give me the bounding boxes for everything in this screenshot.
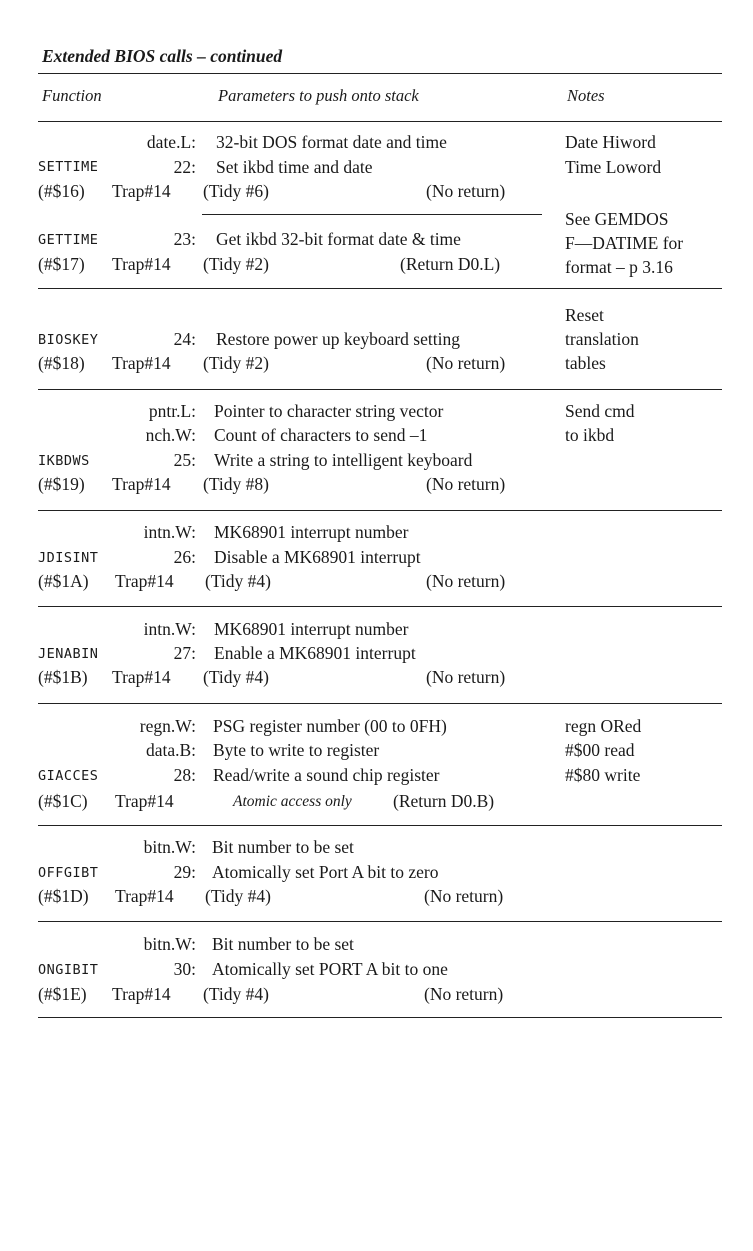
row-divider bbox=[38, 606, 722, 607]
function-number: 23: bbox=[173, 229, 196, 249]
param-register: pntr.L: bbox=[148, 401, 196, 421]
function-name: ONGIBIT bbox=[38, 962, 99, 978]
note-line: to ikbd bbox=[565, 425, 615, 445]
function-description: Restore power up keyboard setting bbox=[216, 329, 460, 349]
return-label: (No return) bbox=[426, 353, 506, 373]
return-label: (Return D0.B) bbox=[393, 791, 495, 811]
note-line: See GEMDOS bbox=[565, 209, 669, 229]
param-register: nch.W: bbox=[145, 425, 196, 445]
note-line: Time Loword bbox=[565, 157, 662, 177]
function-code: (#$19) bbox=[38, 474, 85, 494]
column-header-function: Function bbox=[42, 86, 102, 105]
tidy-label: (Tidy #4) bbox=[205, 886, 271, 906]
function-code: (#$1A) bbox=[38, 571, 89, 591]
function-number: 30: bbox=[173, 959, 196, 979]
function-code: (#$17) bbox=[38, 254, 85, 274]
trap-label: Trap#14 bbox=[115, 791, 174, 811]
tidy-label: (Tidy #8) bbox=[203, 474, 269, 494]
param-register: intn.W: bbox=[143, 619, 196, 639]
trap-label: Trap#14 bbox=[112, 984, 171, 1004]
function-code: (#$1D) bbox=[38, 886, 89, 906]
function-description: Get ikbd 32-bit format date & time bbox=[216, 229, 461, 249]
param-register: date.L: bbox=[146, 132, 196, 152]
note-line: Send cmd bbox=[565, 401, 635, 421]
note-line: Reset bbox=[565, 305, 604, 325]
param-description: Bit number to be set bbox=[212, 934, 354, 954]
return-label: (No return) bbox=[424, 886, 504, 906]
tidy-label: (Tidy #2) bbox=[203, 254, 269, 274]
param-description: PSG register number (00 to 0FH) bbox=[213, 716, 447, 736]
param-description: Bit number to be set bbox=[212, 837, 354, 857]
row-divider bbox=[38, 510, 722, 511]
header-rule-bottom bbox=[38, 121, 722, 122]
function-name: JENABIN bbox=[38, 646, 99, 662]
function-name: OFFGIBT bbox=[38, 865, 99, 881]
row-divider bbox=[38, 921, 722, 922]
function-name: GIACCES bbox=[38, 768, 99, 784]
param-description: MK68901 interrupt number bbox=[214, 522, 409, 542]
function-number: 26: bbox=[173, 547, 196, 567]
return-label: (No return) bbox=[424, 984, 504, 1004]
trap-label: Trap#14 bbox=[115, 886, 174, 906]
tidy-label: (Tidy #6) bbox=[203, 181, 269, 201]
row-divider bbox=[38, 703, 722, 704]
page-title: Extended BIOS calls – continued bbox=[42, 46, 283, 66]
tidy-label: (Tidy #4) bbox=[205, 571, 271, 591]
row-divider bbox=[38, 389, 722, 390]
trap-label: Trap#14 bbox=[112, 667, 171, 687]
column-header-parameters: Parameters to push onto stack bbox=[218, 86, 419, 105]
note-line: regn ORed bbox=[565, 716, 642, 736]
function-description: Disable a MK68901 interrupt bbox=[214, 547, 421, 567]
return-label: (No return) bbox=[426, 474, 506, 494]
column-header-notes: Notes bbox=[567, 86, 605, 105]
param-register: regn.W: bbox=[139, 716, 196, 736]
function-code: (#$1B) bbox=[38, 667, 88, 687]
row-divider bbox=[38, 288, 722, 289]
param-register: bitn.W: bbox=[143, 934, 196, 954]
table-bottom-rule bbox=[38, 1017, 722, 1018]
atomic-access-note: Atomic access only bbox=[233, 793, 352, 810]
note-line: #$80 write bbox=[565, 765, 641, 785]
function-description: Atomically set PORT A bit to one bbox=[212, 959, 448, 979]
function-description: Atomically set Port A bit to zero bbox=[212, 862, 439, 882]
function-name: IKBDWS bbox=[38, 453, 90, 469]
trap-label: Trap#14 bbox=[112, 474, 171, 494]
return-label: (No return) bbox=[426, 571, 506, 591]
function-number: 24: bbox=[173, 329, 196, 349]
function-code: (#$1C) bbox=[38, 791, 88, 811]
function-number: 28: bbox=[173, 765, 196, 785]
param-description: Pointer to character string vector bbox=[214, 401, 444, 421]
function-name: JDISINT bbox=[38, 550, 99, 566]
trap-label: Trap#14 bbox=[112, 353, 171, 373]
param-description: Byte to write to register bbox=[213, 740, 380, 760]
note-line: Date Hiword bbox=[565, 132, 656, 152]
note-line: F—DATIME for bbox=[565, 233, 684, 253]
function-number: 29: bbox=[173, 862, 196, 882]
function-description: Enable a MK68901 interrupt bbox=[214, 643, 416, 663]
trap-label: Trap#14 bbox=[112, 181, 171, 201]
function-number: 22: bbox=[173, 157, 196, 177]
note-line: tables bbox=[565, 353, 606, 373]
tidy-label: (Tidy #2) bbox=[203, 353, 269, 373]
function-code: (#$18) bbox=[38, 353, 85, 373]
function-number: 27: bbox=[173, 643, 196, 663]
param-register: bitn.W: bbox=[143, 837, 196, 857]
function-code: (#$16) bbox=[38, 181, 85, 201]
param-register: data.B: bbox=[145, 740, 196, 760]
row-divider bbox=[38, 825, 722, 826]
param-description: MK68901 interrupt number bbox=[214, 619, 409, 639]
trap-label: Trap#14 bbox=[112, 254, 171, 274]
tidy-label: (Tidy #4) bbox=[203, 667, 269, 687]
note-line: #$00 read bbox=[565, 740, 635, 760]
row-divider bbox=[202, 214, 542, 215]
function-name: BIOSKEY bbox=[38, 332, 99, 348]
return-label: (No return) bbox=[426, 667, 506, 687]
param-description: Count of characters to send –1 bbox=[214, 425, 428, 445]
return-label: (Return D0.L) bbox=[400, 254, 501, 274]
function-name: SETTIME bbox=[38, 159, 99, 175]
function-description: Write a string to intelligent keyboard bbox=[214, 450, 473, 470]
function-number: 25: bbox=[173, 450, 196, 470]
param-register: intn.W: bbox=[143, 522, 196, 542]
trap-label: Trap#14 bbox=[115, 571, 174, 591]
function-code: (#$1E) bbox=[38, 984, 87, 1004]
function-description: Read/write a sound chip register bbox=[213, 765, 440, 785]
note-line: translation bbox=[565, 329, 639, 349]
function-description: Set ikbd time and date bbox=[216, 157, 373, 177]
header-rule-top bbox=[38, 73, 722, 74]
note-line: format – p 3.16 bbox=[565, 257, 673, 277]
return-label: (No return) bbox=[426, 181, 506, 201]
tidy-label: (Tidy #4) bbox=[203, 984, 269, 1004]
function-name: GETTIME bbox=[38, 232, 99, 248]
param-description: 32-bit DOS format date and time bbox=[216, 132, 447, 152]
